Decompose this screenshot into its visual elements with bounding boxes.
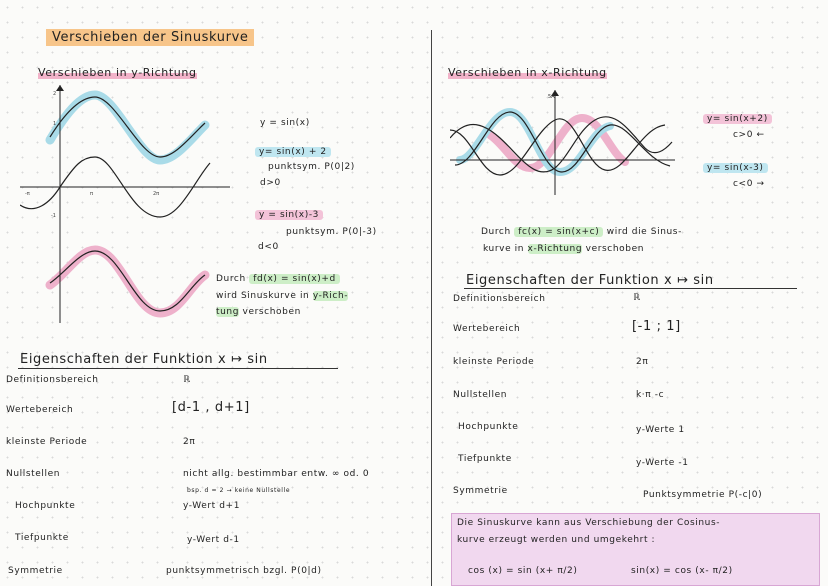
eq-sin-x-minus-3-cond: c<0 → [733,179,765,189]
graph-label: 5A [548,94,555,100]
note-y-a: Durch [216,274,246,284]
right-prop-value: [-1 ; 1] [632,319,681,334]
note-x-formula: fc(x) = sin(x+c) [514,227,603,237]
left-prop-value: ℝ [183,375,191,385]
note-x-a: Durch [481,227,511,237]
right-heading: Verschieben in x-Richtung [448,66,607,79]
left-prop-label: Nullstellen [6,469,61,479]
left-props-title: Eigenschaften der Funktion x ↦ sin [20,352,268,367]
eq-sin-plus-2-cond: d>0 [260,178,281,188]
right-prop-value: 2π [636,357,649,367]
left-prop-value: punktsymmetrisch bzgl. P(0|d) [166,566,322,576]
right-prop-label: kleinste Periode [453,357,535,367]
left-prop-example: bsp. d = 2 → keine Nullstelle [187,487,291,494]
right-prop-label: Symmetrie [453,486,508,496]
y-axis-arrow [56,85,64,91]
left-prop-value: y-Wert d-1 [187,535,240,545]
tick-label: -1 [51,213,56,219]
left-prop-value: 2π [183,437,196,447]
eq-sin-x-plus-2-cond: c>0 ← [733,130,765,140]
left-props-underline [18,368,338,369]
right-graph [450,90,690,205]
right-prop-label: Wertebereich [453,324,521,334]
tick-label: π [90,191,94,197]
curve-shift-right [455,112,670,172]
left-heading: Verschieben in y-Richtung [38,66,197,79]
right-props-title: Eigenschaften der Funktion x ↦ sin [466,273,714,288]
note-y-c: y-Rich- [312,291,349,301]
note-x-line2 [483,244,644,254]
right-prop-label: Hochpunkte [458,422,519,432]
right-prop-label: Nullstellen [453,390,508,400]
eq-sin-minus-3-cond: d<0 [258,242,279,252]
eq-sin-x-plus-2: y= sin(x+2) [703,114,772,124]
eq-sin-minus-3-sym: punktsym. P(0|-3) [286,227,377,237]
left-prop-label: Definitionsbereich [6,375,99,385]
info-box-text-2: kurve erzeugt werden und umgekehrt : [457,535,656,545]
left-prop-label: Symmetrie [8,566,63,576]
note-y-b: wird Sinuskurve in [216,291,310,301]
info-box-text-1: Die Sinuskurve kann aus Verschiebung der Cosinus- [457,518,721,528]
eq-sin-x-minus-3: y= sin(x-3) [703,163,768,173]
left-prop-label: Wertebereich [6,405,74,415]
right-prop-value: y-Werte -1 [636,458,689,468]
tick-label: 1 [53,121,57,127]
left-prop-value: nicht allg. bestimmbar entw. ∞ od. 0 [183,469,370,479]
right-prop-label: Definitionsbereich [453,294,546,304]
note-y-formula: fd(x) = sin(x)+d [249,274,340,284]
right-prop-label: Tiefpunkte [458,454,512,464]
info-box-eq-1: cos (x) = sin (x+ π/2) [468,566,578,576]
right-prop-value: y-Werte 1 [636,425,685,435]
note-x-b: wird die Sinus- [606,227,682,237]
right-prop-value: ℝ [633,293,641,303]
note-x-line1 [481,227,682,237]
tick-label: 2π [153,191,160,197]
note-y-line2 [216,291,348,301]
page-title: Verschieben der Sinuskurve [46,29,254,46]
note-y-line3 [216,307,301,317]
note-y-e: verschoben [242,307,301,317]
left-prop-value: [d-1 , d+1] [172,400,250,415]
eq-sin-plus-2: y= sin(x) + 2 [255,147,331,157]
note-x-d: x-Richtung [527,244,583,254]
right-prop-value: k·π -c [636,390,665,400]
left-prop-label: kleinste Periode [6,437,88,447]
note-y-line1 [216,274,340,284]
right-prop-value: Punktsymmetrie P(-c|0) [643,490,763,500]
eq-sin-plus-2-sym: punktsym. P(0|2) [268,162,355,172]
column-divider [431,30,432,586]
eq-sin: y = sin(x) [260,118,310,128]
tick-label: -π [25,191,30,197]
tick-label: 2 [53,91,57,97]
left-graph [20,85,250,325]
left-prop-label: Hochpunkte [15,501,76,511]
eq-sin-minus-3: y = sin(x)-3 [255,210,323,220]
info-box-eq-2: sin(x) = cos (x- π/2) [631,566,733,576]
left-prop-label: Tiefpunkte [15,533,69,543]
left-prop-value: y-Wert d+1 [183,501,241,511]
note-x-e: verschoben [585,244,645,254]
note-x-c: kurve in [483,244,525,254]
right-props-underline [464,288,797,289]
note-y-d: tung [216,307,240,317]
